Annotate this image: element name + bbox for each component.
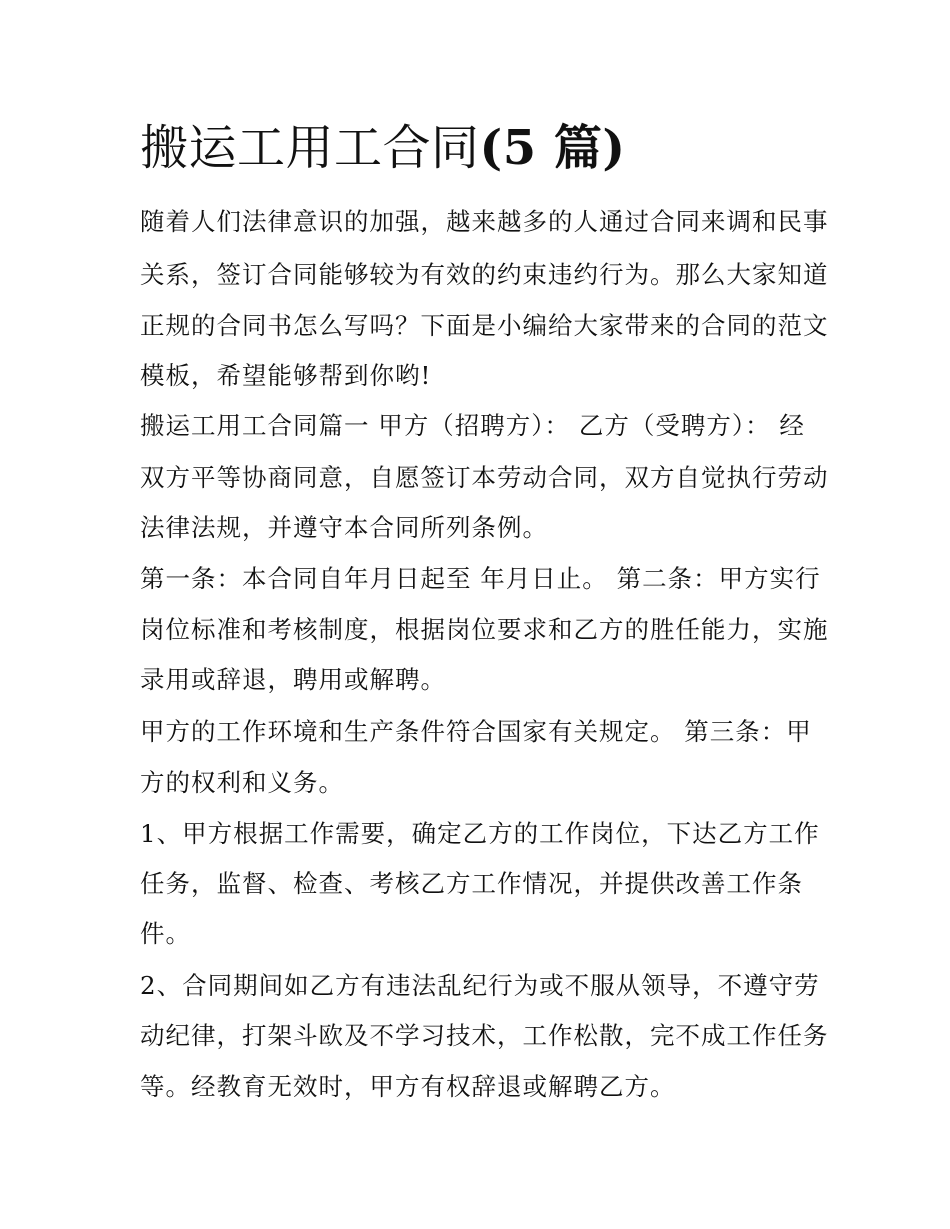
- body-text-line: 模板，希望能够帮到你哟!: [140, 361, 432, 390]
- body-text-line: 搬运工用工合同篇一 甲方（招聘方）： 乙方（受聘方）： 经: [140, 411, 805, 440]
- body-text-line: 动纪律，打架斗欧及不学习技术，工作松散，完不成工作任务: [140, 1021, 829, 1050]
- body-text-line: 双方平等协商同意，自愿签订本劳动合同，双方自觉执行劳动: [140, 463, 829, 492]
- body-text-line: 法律法规，并遵守本合同所列条例。: [140, 513, 548, 542]
- body-text-line: 2、合同期间如乙方有违法乱纪行为或不服从领导，不遵守劳: [140, 971, 820, 1000]
- body-text-line: 等。经教育无效时，甲方有权辞退或解聘乙方。: [140, 1072, 676, 1101]
- body-text-line: 1、甲方根据工作需要，确定乙方的工作岗位，下达乙方工作: [140, 819, 820, 848]
- body-text-line: 方的权利和义务。: [140, 768, 344, 797]
- document-title: [140, 116, 626, 180]
- document-title-main: 搬运工用工合同: [140, 120, 480, 176]
- body-text-line: 录用或辞退，聘用或解聘。: [140, 665, 446, 694]
- body-text-line: 正规的合同书怎么写吗？下面是小编给大家带来的合同的范文: [140, 311, 829, 340]
- body-text-line: 件。: [140, 919, 191, 948]
- document-title-suffix: (5 篇): [479, 120, 626, 176]
- body-text-line: 任务，监督、检查、考核乙方工作情况，并提供改善工作条: [140, 869, 803, 898]
- body-text-line: 关系，签订合同能够较为有效的约束违约行为。那么大家知道: [140, 260, 829, 289]
- body-text-line: 岗位标准和考核制度，根据岗位要求和乙方的胜任能力，实施: [140, 615, 829, 644]
- body-text-line: 第一条：本合同自年月日起至 年月日止。 第二条：甲方实行: [140, 564, 821, 593]
- body-text-line: 甲方的工作环境和生产条件符合国家有关规定。 第三条：甲: [140, 717, 812, 746]
- body-text-line: 随着人们法律意识的加强，越来越多的人通过合同来调和民事: [140, 207, 829, 236]
